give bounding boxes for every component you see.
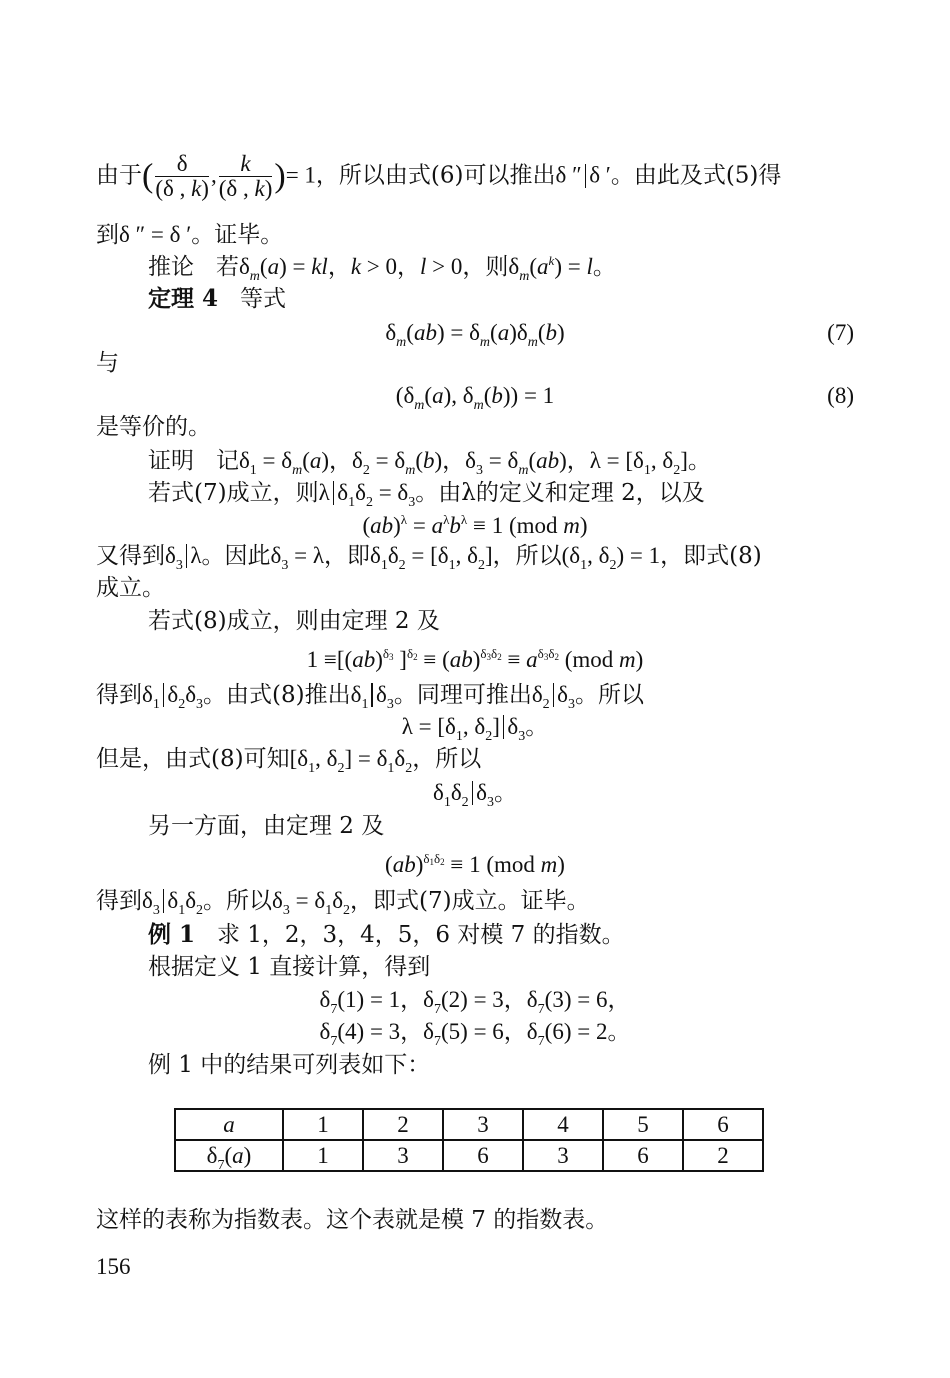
proof-line: 证明 记$\delta_1 = \delta_m(a)$，$\delta_2 = \delta_m(b)$，$\delta_3 = \delta_m(ab)$，$\lambda = [\delta_1$, $\delta_2$]。 — [148, 448, 711, 478]
equation-if8: 1 ≡[(ab)$^{\delta_3}$ ]$^{\delta_2} \equiv (ab)^{\delta_3\delta_2} \equiv a^{\delta_3\delta_2}$ (mod m) — [306, 646, 644, 672]
but-line: 但是，由式(8)可知[$\delta_1$, $\delta_2] = \delta_1\delta_2$，所以 — [96, 746, 482, 776]
equation-another: (ab)$^{\delta_1\delta_2}$ ≡ 1 (mod m) — [385, 851, 565, 877]
table-intro-line: 例 1 中的结果可列表如下： — [148, 1052, 431, 1078]
if7-line: 若式(7)成立，则λ $\delta_1\delta_2 = \delta_3$。由λ的定义和定理 2，以及 — [148, 480, 705, 510]
para1b-line: 到δ ″ = δ ′。证毕。 — [96, 222, 284, 248]
equation-8-tag: (8) — [827, 383, 854, 408]
table-row — [175, 1140, 763, 1171]
equation-8: ($\delta_m(a)$, $\delta_m(b)) = 1$ — [395, 383, 555, 413]
fraction-k-over-gcd: $\frac{k}{(\delta , k)}$ — [218, 151, 273, 201]
table-cell: 3 — [523, 1140, 603, 1171]
if8-line: 若式(8)成立，则由定理 2 及 — [148, 608, 440, 634]
table-header-row — [175, 1109, 763, 1140]
equation-7-tag: (7) — [827, 320, 854, 345]
got2-line: 得到$\delta_1$ $\delta_2\delta_3$。由式(8)推出$\delta_1$ $\delta_3$。同理可推出$\delta_2$ $\delta_3$。所以 — [96, 682, 644, 712]
example1-line: 例 1 求 1，2，3，4，5，6 对模 7 的指数。 — [148, 921, 625, 948]
closing-line: 这样的表称为指数表。这个表就是模 7 的指数表。 — [96, 1207, 609, 1233]
table-cell: 6 — [603, 1140, 683, 1171]
another-line: 另一方面，由定理 2 及 — [148, 813, 385, 839]
equation-lambda-div: $\lambda = [\delta_1$, $\delta_2$] $\delta_3$。 — [401, 714, 549, 744]
equation-7: $\delta_m(ab) = \delta_m(a)\delta_m(b)$ — [385, 320, 565, 350]
theorem4-line: 定理 4 等式 — [148, 285, 286, 312]
chengli-line: 成立。 — [96, 575, 165, 601]
table-header-cell: 3 — [443, 1109, 523, 1140]
got-line: 又得到$\delta_3$ λ。因此$\delta_3 = \lambda$，即$\delta_1\delta_2 = [\delta_1$, $\delta_2$]，所以($\delta_1$, $\delta_2) = 1$，即式(8) — [96, 543, 762, 573]
compute-line: 根据定义 1 直接计算，得到 — [148, 954, 431, 980]
equation-ab-lambda: $(ab)^\lambda = a^\lambda b^\lambda \equiv 1$ (mod m) — [362, 512, 588, 538]
results-line-1: $\delta_7(1) = 1$，$\delta_7(2) = 3$，$\delta_7(3) = 6$， — [319, 987, 631, 1017]
results-line-2: $\delta_7(4) = 3$，$\delta_7(5) = 6$，$\delta_7(6) = 2$。 — [319, 1019, 631, 1049]
table-header-cell: 5 — [603, 1109, 683, 1140]
table-cell: 6 — [443, 1140, 523, 1171]
corollary-line: 推论 若$\delta_m(a)$ = kl，k > 0，l > 0，则$\delta_m(a^k) = l$。 — [148, 253, 616, 284]
fraction-delta-over-gcd: $\frac{\delta}{(\delta , k)}$ — [155, 151, 209, 201]
equation-d1d2-div: $\delta_1\delta_2$ $\delta_3$。 — [432, 780, 518, 810]
table-cell: 1 — [283, 1140, 363, 1171]
equiv-line: 是等价的。 — [96, 414, 211, 440]
index-table — [174, 1108, 764, 1172]
table-row-label: $\delta_7(a)$ — [175, 1140, 283, 1171]
table-cell: 3 — [363, 1140, 443, 1171]
table-header-cell: a — [175, 1109, 283, 1140]
table-header-cell: 6 — [683, 1109, 763, 1140]
table-cell: 2 — [683, 1140, 763, 1171]
table-header-cell: 1 — [283, 1109, 363, 1140]
table-header-cell: 2 — [363, 1109, 443, 1140]
table-header-cell: 4 — [523, 1109, 603, 1140]
got3-line: 得到$\delta_3$ $\delta_1\delta_2$。所以$\delta_3 = \delta_1\delta_2$，即式(7)成立。证毕。 — [96, 888, 590, 918]
yu-line: 与 — [96, 350, 119, 376]
para1-line: 由于( $\frac{\delta}{(\delta , k)}$ , $\frac{k}{(\delta , k)}$ )= 1，所以由式(6)可以推出δ ″ δ ′。由此及式(5)得 — [96, 151, 782, 201]
page-number: 156 — [96, 1254, 131, 1279]
